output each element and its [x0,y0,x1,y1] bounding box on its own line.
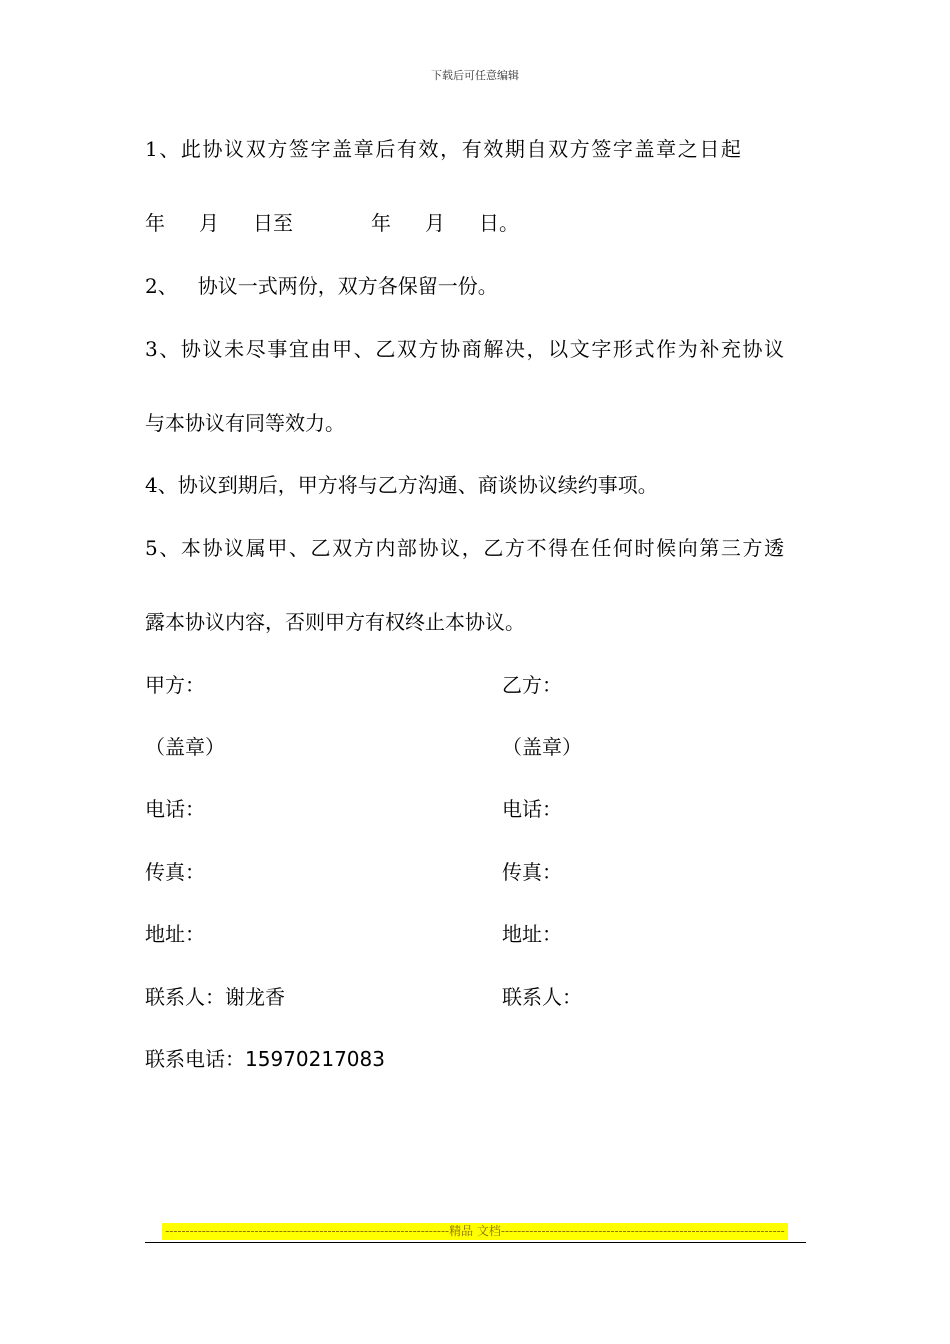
party-b-address-label: 地址： [502,922,562,946]
party-b-seal: （盖章） [502,735,582,759]
date-month-start: 月 [199,211,219,235]
clause-2 [145,274,498,298]
clause-2-number: 2、 [145,274,178,298]
party-a-seal: （盖章） [145,735,225,759]
header-note: 下载后可任意编辑 [431,69,519,82]
footer-label: 精品 文档 [449,1224,501,1238]
footer-dashes-left: ---------------------------------------------------------------------- [165,1224,450,1238]
party-b-label: 乙方： [502,673,562,697]
footer-dashes-right: ---------------------------------------------------------------------- [500,1224,785,1238]
footer-banner [162,1223,788,1240]
party-a-contact-label: 联系人： [145,985,225,1009]
party-a-contact-phone-number: 15970217083 [245,1047,385,1071]
clause-4: 4、协议到期后，甲方将与乙方沟通、商谈协议续约事项。 [145,473,658,497]
party-a-contact-phone [145,1047,385,1071]
clause-1-line-1: 1、此协议双方签字盖章后有效，有效期自双方签字盖章之日起 [145,137,743,161]
date-day-end: 日。 [479,211,519,235]
date-year-end: 年 [371,211,391,235]
party-a-contact [145,985,285,1009]
party-b-contact-label: 联系人： [502,985,582,1009]
clause-3-line-2: 与本协议有同等效力。 [145,411,345,435]
party-a-address-label: 地址： [145,922,205,946]
footer-rule [145,1242,806,1243]
party-a-contact-phone-label: 联系电话： [145,1047,245,1071]
date-day-start: 日至 [253,211,293,235]
party-a-phone-label: 电话： [145,797,205,821]
party-a-fax-label: 传真： [145,860,205,884]
clause-1-line-2 [145,211,519,235]
clause-2-text: 协议一式两份，双方各保留一份。 [197,274,498,298]
clause-3-line-1: 3、协议未尽事宜由甲、乙双方协商解决，以文字形式作为补充协议 [145,337,786,361]
party-a-contact-name: 谢龙香 [225,985,285,1009]
date-year-start: 年 [145,211,165,235]
party-b-fax-label: 传真： [502,860,562,884]
party-b-phone-label: 电话： [502,797,562,821]
clause-5-line-2: 露本协议内容，否则甲方有权终止本协议。 [145,610,525,634]
clause-5-line-1: 5、本协议属甲、乙双方内部协议，乙方不得在任何时候向第三方透 [145,536,786,560]
party-a-label: 甲方： [145,673,205,697]
date-month-end: 月 [425,211,445,235]
